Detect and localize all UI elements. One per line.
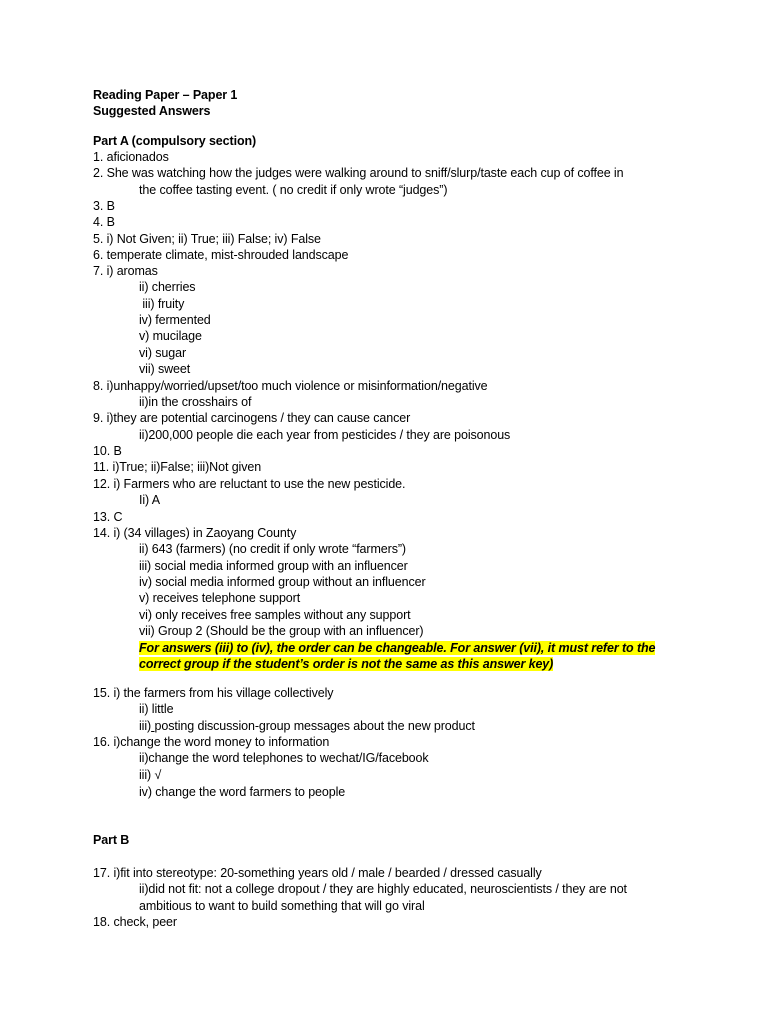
answer-11: 11. i)True; ii)False; iii)Not given bbox=[93, 460, 262, 474]
answer-7-vii: vii) sweet bbox=[139, 362, 191, 376]
answer-2: 2. She was watching how the judges were walking around to sniff/slurp/taste each cup of coffee in bbox=[93, 166, 624, 180]
part-a-heading: Part A (compulsory section) bbox=[93, 134, 257, 148]
answer-16: 16. i)change the word money to information bbox=[93, 735, 330, 749]
answer-17: 17. i)fit into stereotype: 20-something years old / male / bearded / dressed casually bbox=[93, 866, 542, 880]
answer-15-iii bbox=[139, 718, 475, 734]
answer-14-vii: vii) Group 2 (Should be the group with an influencer) bbox=[139, 624, 424, 638]
answer-18: 18. check, peer bbox=[93, 915, 177, 929]
answer-9-ii: ii)200,000 people die each year from pesticides / they are poisonous bbox=[139, 428, 511, 442]
answer-12-ii: Ii) A bbox=[139, 493, 161, 507]
answer-2-continued: the coffee tasting event. ( no credit if only wrote “judges”) bbox=[139, 183, 448, 197]
answer-14-iii: iii) social media informed group with an influencer bbox=[139, 559, 408, 573]
answer-4: 4. B bbox=[93, 215, 115, 229]
answer-15-iii-number: iii) bbox=[139, 719, 152, 733]
answer-14-vi: vi) only receives free samples without any support bbox=[139, 608, 411, 622]
answer-17-ii: ii)did not fit: not a college dropout / they are highly educated, neuroscientists / they are not bbox=[139, 882, 627, 896]
answer-8: 8. i)unhappy/worried/upset/too much violence or misinformation/negative bbox=[93, 379, 488, 393]
answer-9: 9. i)they are potential carcinogens / they can cause cancer bbox=[93, 411, 411, 425]
answer-12: 12. i) Farmers who are reluctant to use the new pesticide. bbox=[93, 477, 406, 491]
answer-3: 3. B bbox=[93, 199, 115, 213]
answer-16-iv: iv) change the word farmers to people bbox=[139, 785, 346, 799]
answer-15: 15. i) the farmers from his village collectively bbox=[93, 686, 334, 700]
answer-6: 6. temperate climate, mist-shrouded landscape bbox=[93, 248, 349, 262]
answer-10: 10. B bbox=[93, 444, 122, 458]
answer-7: 7. i) aromas bbox=[93, 264, 158, 278]
answer-16-ii: ii)change the word telephones to wechat/IG/facebook bbox=[139, 751, 429, 765]
answer-7-v: v) mucilage bbox=[139, 329, 202, 343]
marking-note-line-1 bbox=[139, 640, 655, 656]
document-title: Reading Paper – Paper 1 bbox=[93, 88, 238, 102]
answer-16-iii: iii) √ bbox=[139, 768, 162, 782]
document-subtitle: Suggested Answers bbox=[93, 104, 211, 118]
answer-7-ii: ii) cherries bbox=[139, 280, 196, 294]
answer-14-ii: ii) 643 (farmers) (no credit if only wrote “farmers”) bbox=[139, 542, 406, 556]
answer-7-vi: vi) sugar bbox=[139, 346, 187, 360]
answer-14-v: v) receives telephone support bbox=[139, 591, 301, 605]
answer-13: 13. C bbox=[93, 510, 123, 524]
highlighted-note: For answers (iii) to (iv), the order can be changeable. For answer (vii), it must refer to the bbox=[139, 641, 656, 655]
part-b-heading: Part B bbox=[93, 833, 130, 847]
answer-7-iii: iii) fruity bbox=[139, 297, 185, 311]
answer-7-iv: iv) fermented bbox=[139, 313, 211, 327]
highlighted-note: correct group if the student’s order is not the same as this answer key) bbox=[139, 657, 554, 671]
answer-15-iii-text: posting discussion-group messages about the new product bbox=[154, 719, 475, 733]
answer-1: 1. aficionados bbox=[93, 150, 169, 164]
answer-17-ii-continued: ambitious to want to build something that will go viral bbox=[139, 899, 425, 913]
answer-5: 5. i) Not Given; ii) True; iii) False; iv) False bbox=[93, 232, 321, 246]
answer-14-iv: iv) social media informed group without an influencer bbox=[139, 575, 426, 589]
answer-14: 14. i) (34 villages) in Zaoyang County bbox=[93, 526, 297, 540]
answer-15-ii: ii) little bbox=[139, 702, 174, 716]
marking-note-line-2 bbox=[139, 656, 553, 672]
answer-8-ii: ii)in the crosshairs of bbox=[139, 395, 252, 409]
